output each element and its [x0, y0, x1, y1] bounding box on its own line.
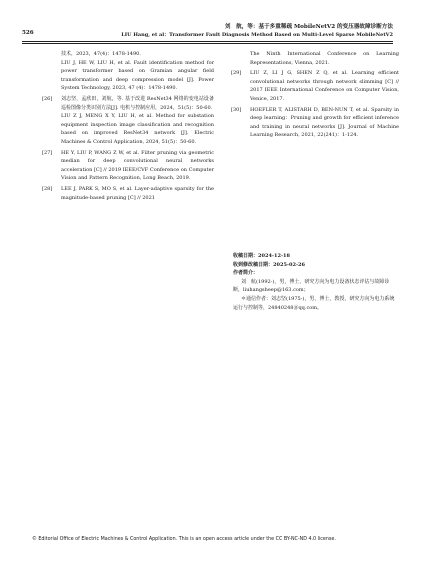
header-rule-top: [22, 41, 393, 42]
references-left-column: [44, 50, 214, 204]
running-title-zh: 刘 航，等：基于多重稀疏 MobileNetV2 的变压器故障诊断方法: [224, 24, 393, 30]
author-bio-heading: 作者简介：: [233, 270, 259, 277]
reference-number: [30]: [231, 106, 242, 113]
reference-number: [27]: [42, 149, 53, 156]
reference-text: LIU Z J, MENG X Y, LIU H, et al. Method for substation equipment inspection image classification and recognition based on improved ResNet34 network [J]. Electric Machines & Control Application, 2024, 51(5)：50-60.: [61, 113, 214, 145]
reference-text: HOEFLER T, ALISTARH D, BEN-NUN T, et al. Sparsity in deep learning：Pruning and growth for efficient inference and training in neural networks [J]. Journal of Machine Learning Research, 2021, 22(241)：1-124.: [250, 106, 399, 139]
reference-item: [233, 50, 399, 67]
page-header: [0, 0, 427, 52]
reference-item: [44, 149, 214, 183]
received-date: 收稿日期：2024-12-18: [233, 253, 290, 259]
reference-item: [44, 95, 214, 147]
article-info: [233, 252, 399, 312]
header-rule-bottom: [22, 43, 393, 44]
reference-text: 刘志坚，孟欣田，刘航，等. 基于改进 ResNet34 网络的变电站设备巡检图像分类识别方法[J]. 电机与控制应用，2024，51(5)：50-60.: [61, 95, 214, 111]
reference-text: LEE J, PARK S, MO S, et al. Layer-adaptive sparsity for the magnitude-based pruning [C] // 2021: [61, 185, 214, 201]
reference-text: LIU J, HE W, LIU H, et al. Fault identification method for power transformer based on Gramian angular field transformation and deep compression model [J]. Power System Technology, 2023, 47 (4)：1478-1490.: [61, 59, 214, 92]
author-bio-corresponding: ＊通信作者：刘志坚(1975-)，男，博士，教授，研究方向为电力系统运行与控制等，24840248＠qq.com。: [233, 295, 395, 311]
reference-item: [44, 185, 214, 202]
reference-item: [233, 69, 399, 103]
reference-number: [29]: [231, 70, 242, 77]
reference-item: [44, 50, 214, 93]
reference-number: [26]: [42, 95, 53, 102]
reference-item: [233, 106, 399, 140]
running-title-en: LIU Hang, et al：Transformer Fault Diagnosis Method Based on Multi-Level Sparse MobileNetV2: [121, 32, 393, 38]
license-footer: © Editorial Office of Electric Machines & Control Application. This is an open access article under the CC BY-NC-ND 4.0 license.: [32, 537, 336, 542]
references-right-column: [233, 50, 399, 142]
reference-text: 技术，2023，47(4)：1478-1490.: [61, 51, 141, 57]
reference-text: LIU Z, LI J G, SHEN Z Q, et al. Learning efficient convolutional networks through network slimming [C] // 2017 IEEE International Conference on Computer Vision, Venice, 2017.: [250, 70, 399, 102]
reference-number: [28]: [42, 185, 53, 192]
reference-text: HE Y, LIU P, WANG Z W, et al. Filter pruning via geometric median for deep convolutional neural networks acceleration [C] // 2019 IEEE/CVF Conference on Computer Vision and Pattern Recognition, Long Beach, 2019.: [61, 149, 214, 182]
revised-date: 收到修改稿日期：2025-02-26: [233, 261, 305, 268]
page-number: 526: [22, 30, 34, 36]
author-bio-1: 刘 航(1992-)，男，博士，研究方向为电力设备状态评估与故障诊断，liuhangsheep@163.com；: [233, 278, 390, 294]
reference-text: The Ninth International Conference on Learning Representations, Vienna, 2021.: [250, 51, 399, 66]
